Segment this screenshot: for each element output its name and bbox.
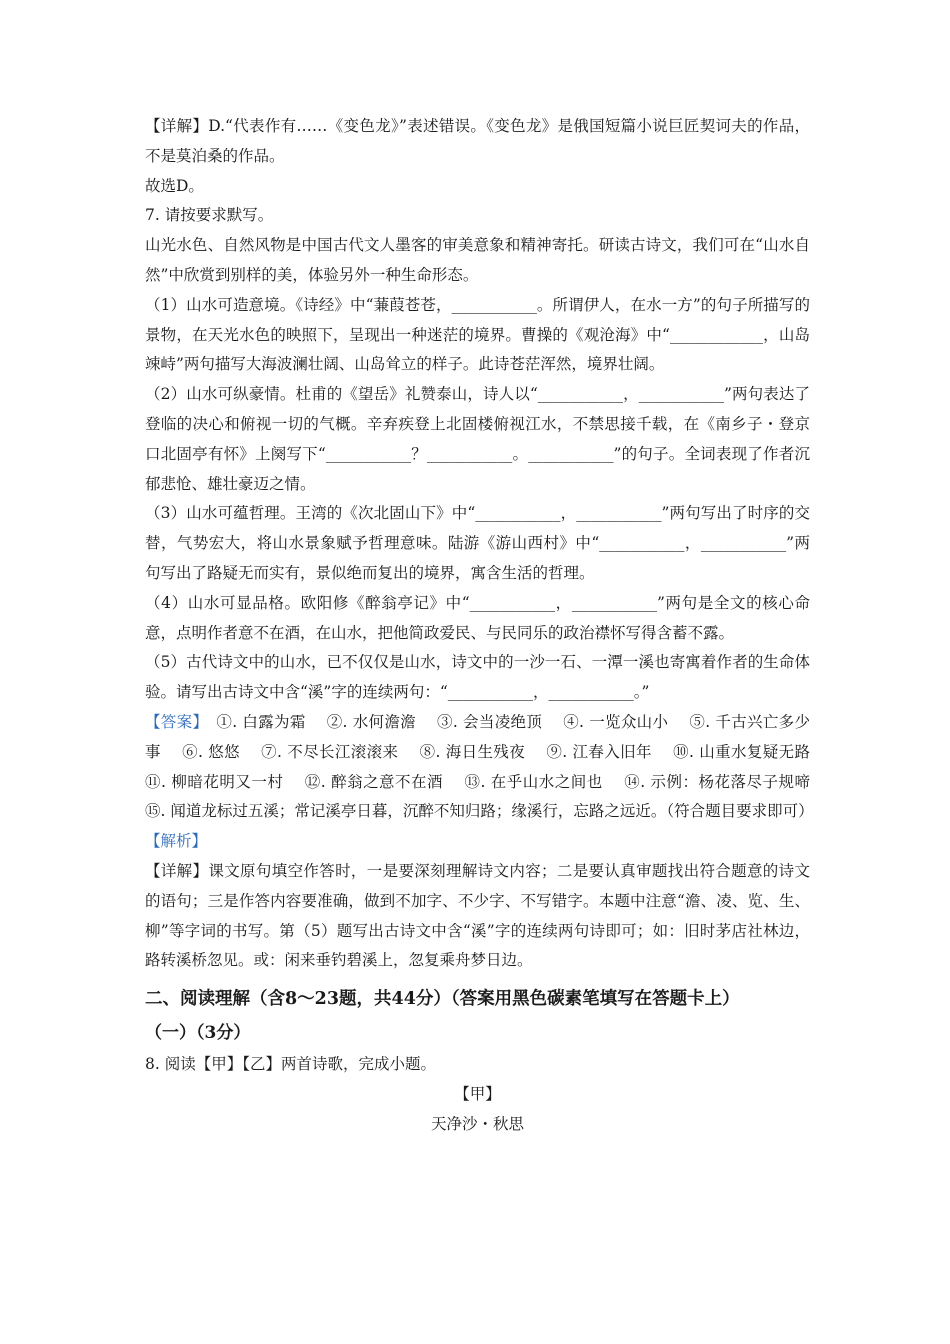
q7-part-4: （4）山水可显品格。欧阳修《醉翁亭记》中“___________，___________”两句是全文的核心命意，点明作者意不在酒，在山水，把他简政爱民、与民同乐的政治襟怀写得含蓄不露。 <box>145 593 810 642</box>
q7-part-1: （1）山水可造意境。《诗经》中“蒹葭苍苍，___________。所谓伊人，在水一方”的句子所描写的景物，在天光水色的映照下，呈现出一种迷茫的境界。曹操的《观沧海》中“____________，山岛竦峙”两句描写大海波澜壮阔、山岛耸立的样子。此诗苍茫浑然，境界壮阔。 <box>145 295 810 374</box>
q7-part-3: （3）山水可蕴哲理。王湾的《次北固山下》中“___________，___________”两句写出了时序的交替，气势宏大，将山水景象赋予哲理意味。陆游《游山西村》中“___________，___________”两句写出了路疑无而实有，景似绝而复出的境界，寓含生活的哲理。 <box>145 504 810 582</box>
poem-label: 【甲】 <box>454 1084 501 1103</box>
analysis-label: 【解析】 <box>145 832 208 851</box>
q7-intro: 山光水色、自然风物是中国古代文人墨客的审美意象和精神寄托。研读古诗文，我们可在“山水自然”中欣赏到别样的美，体验另外一种生命形态。 <box>145 236 810 284</box>
subsection-title: （一）（3分） <box>145 1023 251 1044</box>
q6-detail: 【详解】D.“代表作有……《变色龙》”表述错误。《变色龙》是俄国短篇小说巨匠契诃夫的作品，不是莫泊桑的作品。 <box>145 117 810 165</box>
answer-label: 【答案】 <box>145 712 201 731</box>
q8-title: 8. 阅读【甲】【乙】两首诗歌，完成小题。 <box>145 1055 436 1074</box>
q6-choice: 故选D。 <box>145 176 204 195</box>
poem-title: 天净沙・秋思 <box>430 1114 524 1133</box>
q7-part-5: （5）古代诗文中的山水，已不仅仅是山水，诗文中的一沙一石、一潭一溪也寄寓着作者的生命体验。请写出古诗文中含“溪”字的连续两句：“___________，___________。” <box>145 653 810 702</box>
q7-detail: 【详解】课文原句填空作答时，一是要深刻理解诗文内容；二是要认真审题找出符合题意的诗文的语句；三是作答内容要准确，做到不加字、不少字、不写错字。本题中注意“澹、凌、览、生、柳”等字词的书写。第（5）题写出古诗文中含“溪”字的连续两句诗即可；如：旧时茅店社林边，路转溪桥忽见。或：闲来垂钓碧溪上，忽复乘舟梦日边。 <box>145 861 810 970</box>
q7-answer <box>145 708 831 827</box>
document-content <box>145 112 831 1140</box>
q7-title: 7. 请按要求默写。 <box>145 206 274 225</box>
q7-part-2: （2）山水可纵豪情。杜甫的《望岳》礼赞泰山，诗人以“___________，___________”两句表达了登临的决心和俯视一切的气概。辛弃疾登上北固楼俯视江水，不禁思接千载，在《南乡子・登京口北固亭有怀》上阕写下“___________？___________。___________”的句子。全词表现了作者沉郁悲怆、雄壮豪迈之情。 <box>145 385 810 493</box>
section-title: 二、阅读理解（含8～23题，共44分）（答案用黑色碳素笔填写在答题卡上） <box>145 989 740 1010</box>
answer-text: ①. 白露为霜 ②. 水何澹澹 ③. 会当凌绝顶 ④. 一览众山小 ⑤. 千古兴亡多少事 ⑥. 悠悠 ⑦. 不尽长江滚滚来 ⑧. 海日生残夜 ⑨. 江春入旧年 ⑩. 山重水复疑无路 ⑪. 柳暗花明又一村 ⑫. 醉翁之意不在酒 ⑬. 在乎山水之间也 ⑭. 示例：杨花落尽子规啼 ⑮. 闻道龙标过五溪；常记溪亭日暮，沉醉不知归路；缘溪行，忘路之远近。（符合题目要求即可） <box>145 712 831 821</box>
